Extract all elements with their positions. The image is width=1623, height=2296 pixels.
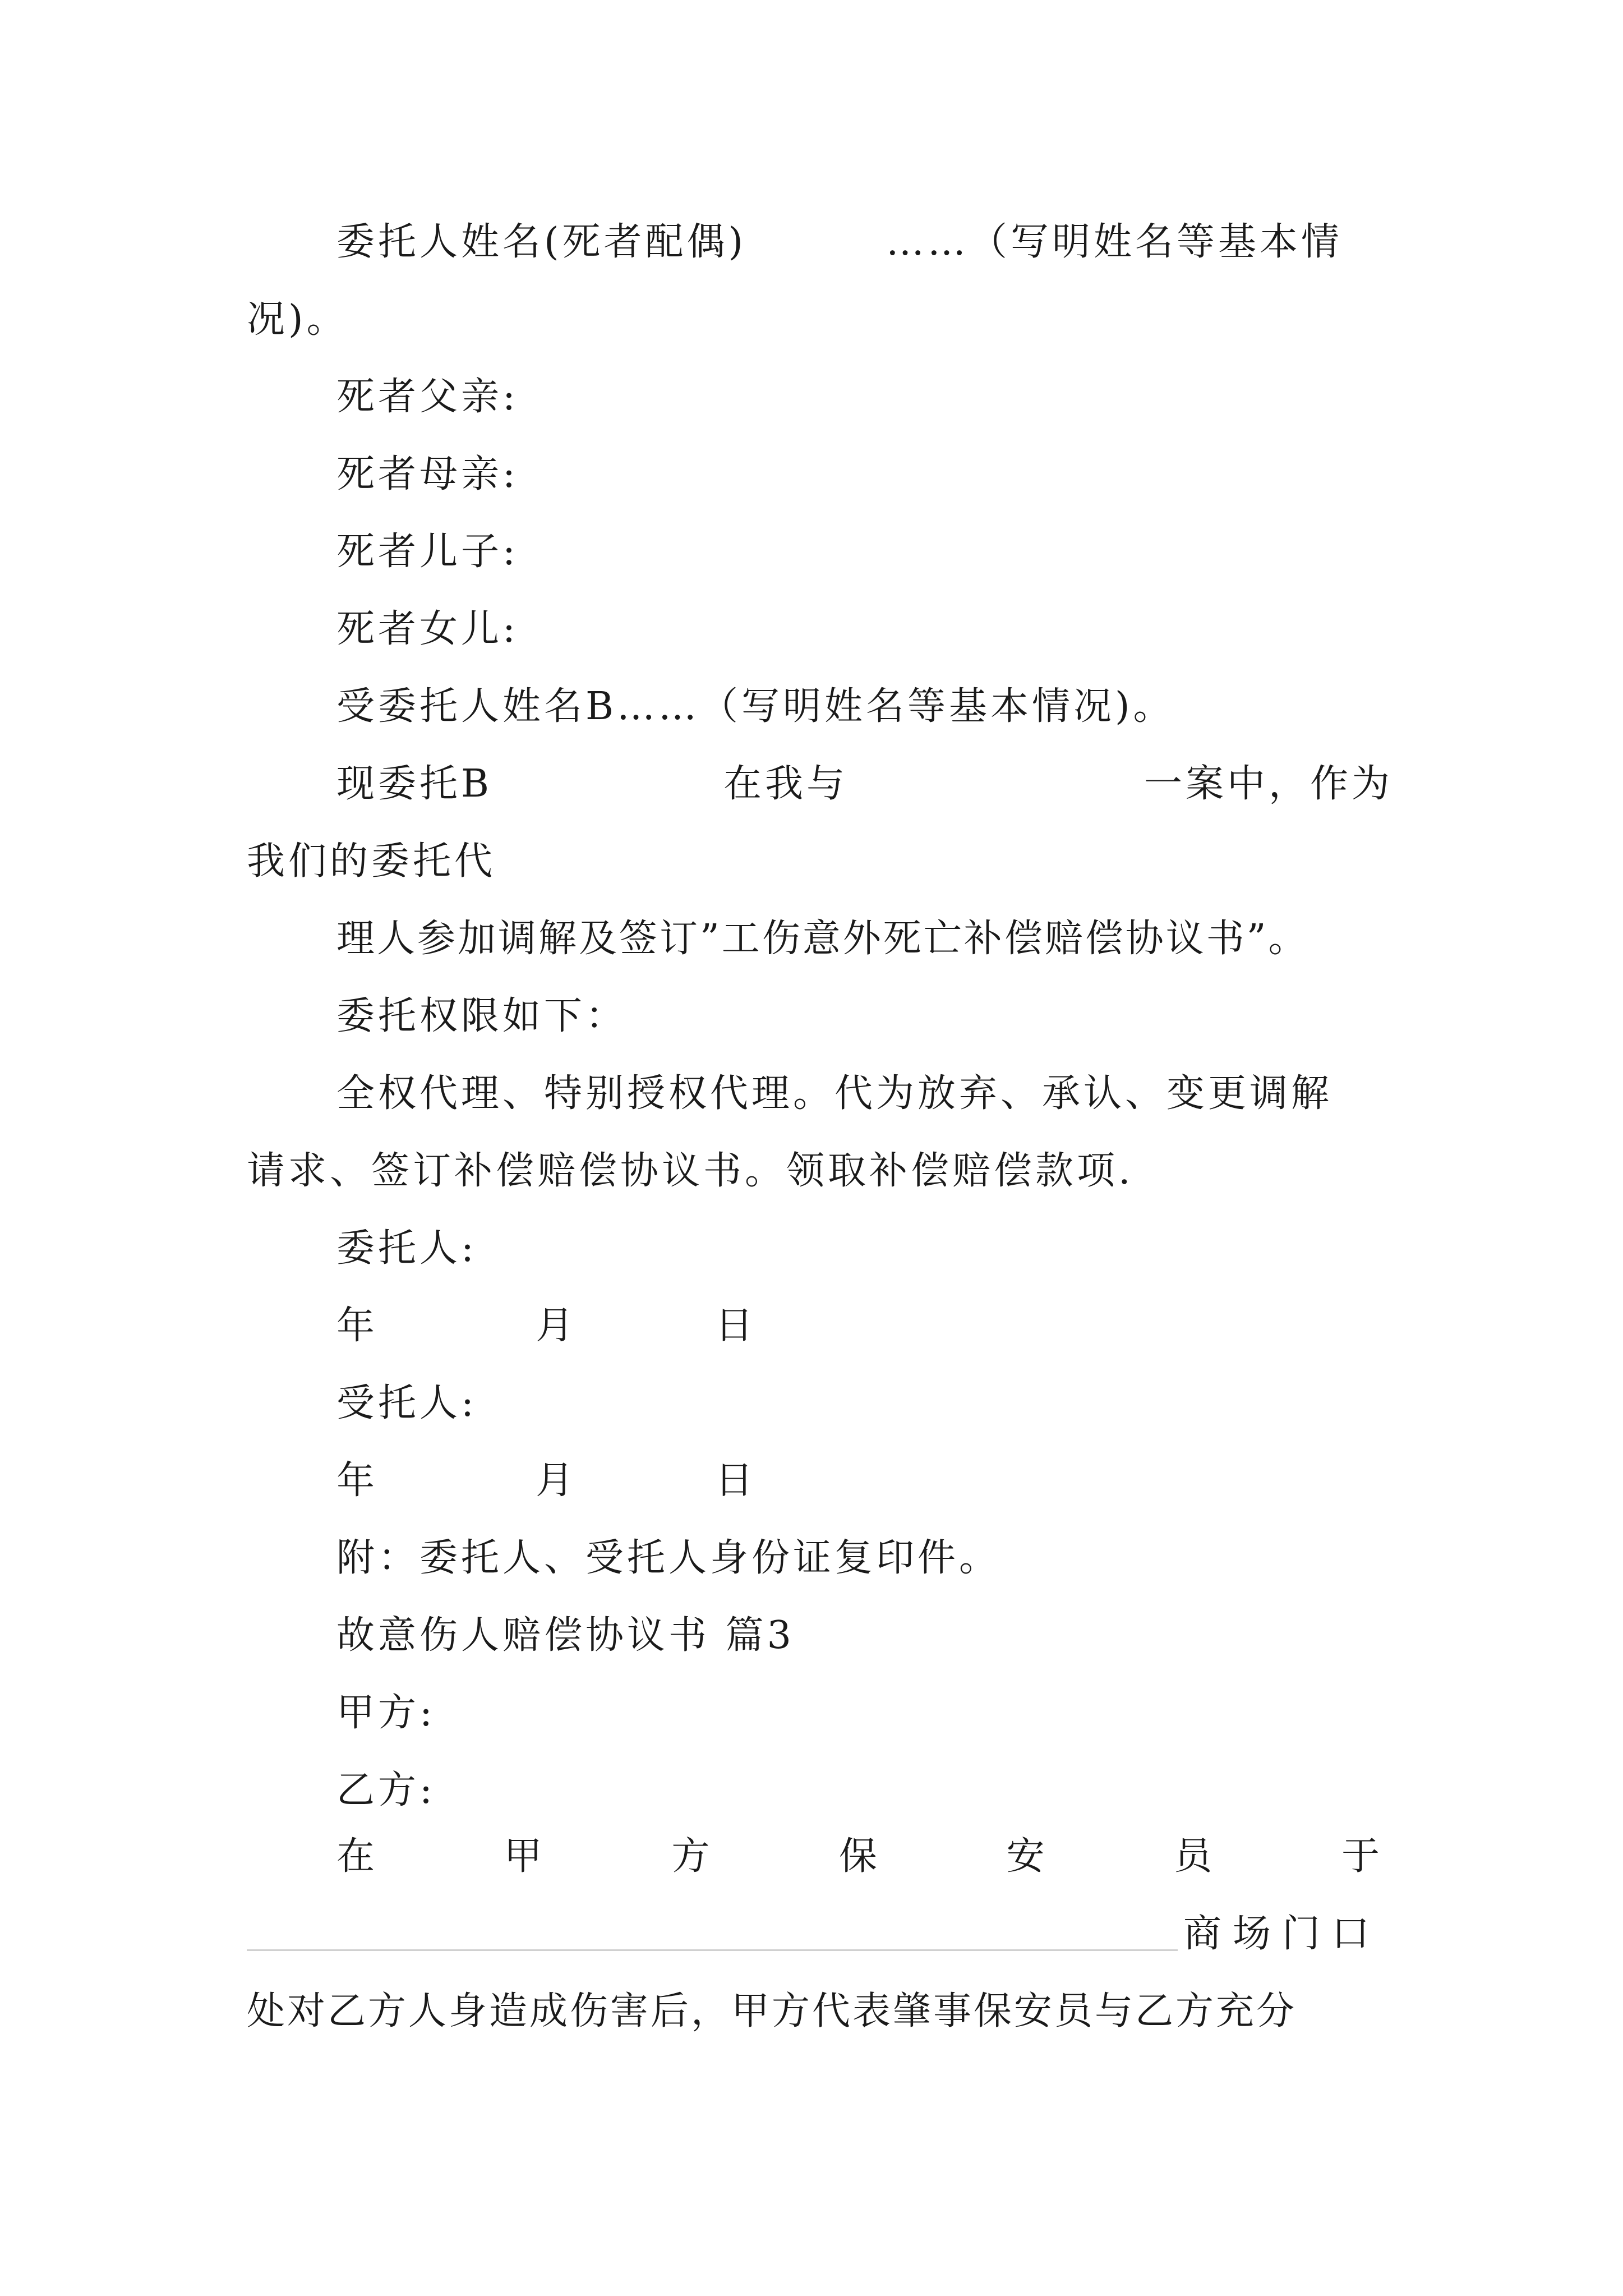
date-month: 月 bbox=[536, 1304, 578, 1348]
entrust-case: 一案中，作为 bbox=[1144, 762, 1394, 806]
guard-char: 方 bbox=[671, 1834, 710, 1879]
date-year: 年 bbox=[336, 1304, 379, 1348]
line-attachment: 附：委托人、受托人身份证复印件。 bbox=[336, 1536, 1001, 1580]
line-injury-incident: 处对乙方人身造成伤害后，甲方代表肇事保安员与乙方充分 bbox=[247, 1989, 1297, 2033]
guard-char: 于 bbox=[1341, 1834, 1380, 1879]
line-authority-1: 全权代理、特别授权代理。代为放弃、承认、变更调解 bbox=[336, 1071, 1333, 1116]
line-delegator-name-cont: 况)。 bbox=[247, 297, 348, 342]
line-deceased-father: 死者父亲: bbox=[336, 375, 519, 419]
line-our-agent: 我们的委托代 bbox=[247, 839, 496, 884]
line-authority-heading: 委托权限如下： bbox=[336, 994, 628, 1038]
delegator-name-label: 委托人姓名(死者配偶) bbox=[336, 220, 747, 264]
line-delegator-sign: 委托人: bbox=[336, 1226, 477, 1271]
line-party-b: 乙方: bbox=[336, 1768, 436, 1812]
date-day: 日 bbox=[715, 1458, 757, 1503]
entrust-b: 现委托B bbox=[336, 762, 492, 806]
delegator-name-note: ……（写明姓名等基本情 bbox=[886, 220, 1343, 264]
guard-char: 保 bbox=[838, 1834, 877, 1879]
line-guard-justified bbox=[336, 1834, 1380, 1879]
guard-char: 员 bbox=[1174, 1834, 1212, 1879]
date-year: 年 bbox=[336, 1458, 379, 1503]
fill-in-blank-line bbox=[247, 1949, 1178, 1951]
date-month: 月 bbox=[536, 1458, 578, 1503]
section-title: 故意伤人赔偿协议书 篇3 bbox=[336, 1613, 795, 1658]
line-party-a: 甲方: bbox=[336, 1691, 436, 1735]
guard-char: 甲 bbox=[504, 1834, 542, 1879]
line-trustee-name: 受委托人姓名B……（写明姓名等基本情况)。 bbox=[336, 684, 1175, 729]
line-deceased-daughter: 死者女儿: bbox=[336, 607, 519, 651]
date-day: 日 bbox=[715, 1304, 757, 1348]
line-mall-entrance: 商场门口 bbox=[1183, 1912, 1381, 1956]
guard-char: 在 bbox=[336, 1834, 375, 1879]
line-deceased-son: 死者儿子: bbox=[336, 530, 519, 574]
entrust-between: 在我与 bbox=[723, 762, 849, 806]
line-agent-purpose: 理人参加调解及签订”工伤意外死亡补偿赔偿协议书”。 bbox=[336, 917, 1309, 961]
line-authority-2: 请求、签订补偿赔偿协议书。领取补偿赔偿款项. bbox=[247, 1149, 1134, 1193]
line-deceased-mother: 死者母亲: bbox=[336, 452, 519, 496]
guard-char: 安 bbox=[1006, 1834, 1045, 1879]
line-trustee-sign: 受托人: bbox=[336, 1381, 477, 1425]
